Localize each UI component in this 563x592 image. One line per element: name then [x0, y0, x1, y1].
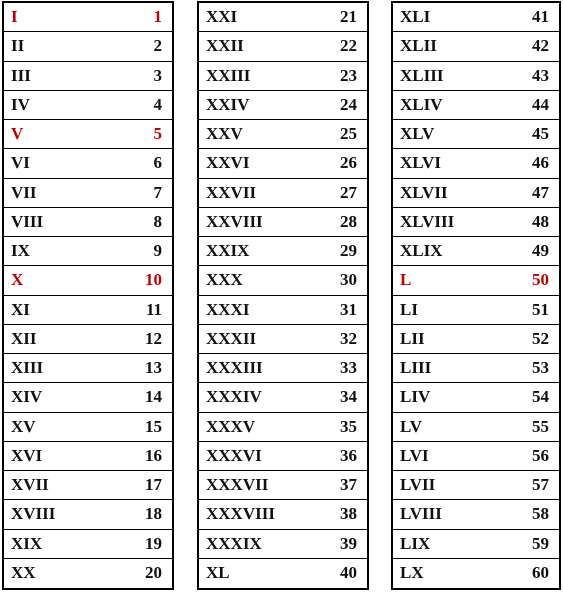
table-row: [199, 120, 367, 149]
table-row: [4, 442, 172, 471]
arabic-number: 34: [340, 387, 357, 407]
arabic-number: 57: [532, 475, 549, 495]
roman-table-21-40: [197, 1, 369, 590]
arabic-number: 37: [340, 475, 357, 495]
roman-numeral: LX: [400, 563, 424, 583]
arabic-number: 27: [340, 182, 357, 202]
roman-numeral: LIX: [400, 533, 431, 553]
arabic-number: 46: [532, 153, 549, 173]
arabic-number: 14: [145, 387, 162, 407]
table-row: [393, 296, 559, 325]
roman-numeral: XXVII: [206, 182, 257, 202]
arabic-number: 29: [340, 241, 357, 261]
table-row: [393, 325, 559, 354]
roman-numeral: XVIII: [11, 504, 56, 524]
roman-numeral: XXII: [206, 36, 244, 56]
roman-numeral: LV: [400, 416, 423, 436]
table-row: [4, 149, 172, 178]
roman-numeral: VI: [11, 153, 30, 173]
arabic-number: 19: [145, 533, 162, 553]
table-row: [199, 413, 367, 442]
arabic-number: 16: [145, 445, 162, 465]
roman-numeral: XL: [206, 563, 230, 583]
roman-table-1-20: [2, 1, 174, 590]
table-row: [199, 237, 367, 266]
arabic-number: 44: [532, 94, 549, 114]
roman-numeral: XXIV: [206, 94, 250, 114]
roman-numeral: XX: [11, 563, 36, 583]
arabic-number: 59: [532, 533, 549, 553]
arabic-number: 33: [340, 358, 357, 378]
roman-numeral: LIII: [400, 358, 432, 378]
table-row: [393, 3, 559, 32]
roman-numeral: XXIX: [206, 241, 250, 261]
arabic-number: 50: [532, 270, 549, 290]
roman-numeral: XXXIII: [206, 358, 263, 378]
roman-numeral: XLIX: [400, 241, 443, 261]
arabic-number: 28: [340, 211, 357, 231]
table-row: [199, 530, 367, 559]
table-row: [199, 3, 367, 32]
table-row: [4, 413, 172, 442]
arabic-number: 26: [340, 153, 357, 173]
arabic-number: 5: [153, 124, 162, 144]
arabic-number: 54: [532, 387, 549, 407]
roman-numeral: XI: [11, 299, 30, 319]
table-row: [4, 559, 172, 588]
table-row: [393, 32, 559, 61]
arabic-number: 23: [340, 65, 357, 85]
arabic-number: 4: [153, 94, 162, 114]
arabic-number: 21: [340, 7, 357, 27]
roman-numeral: XXXV: [206, 416, 256, 436]
roman-numeral: IX: [11, 241, 30, 261]
roman-numeral: XVII: [11, 475, 49, 495]
roman-numeral: XV: [11, 416, 36, 436]
table-row: [199, 208, 367, 237]
arabic-number: 10: [145, 270, 162, 290]
roman-numeral: XXVI: [206, 153, 250, 173]
arabic-number: 48: [532, 211, 549, 231]
roman-table-41-60: [391, 1, 561, 590]
arabic-number: 35: [340, 416, 357, 436]
table-row: [4, 383, 172, 412]
arabic-number: 18: [145, 504, 162, 524]
arabic-number: 55: [532, 416, 549, 436]
table-row: [393, 530, 559, 559]
table-row: [4, 91, 172, 120]
table-row: [393, 383, 559, 412]
table-row: [199, 354, 367, 383]
roman-numeral: LI: [400, 299, 418, 319]
table-row: [199, 559, 367, 588]
arabic-number: 36: [340, 445, 357, 465]
roman-numeral: LVII: [400, 475, 436, 495]
roman-numeral: LVIII: [400, 504, 442, 524]
table-row: [199, 500, 367, 529]
table-row: [199, 296, 367, 325]
roman-numeral: XLI: [400, 7, 431, 27]
table-row: [4, 179, 172, 208]
table-row: [393, 208, 559, 237]
roman-numeral: XLVIII: [400, 211, 455, 231]
table-row: [199, 383, 367, 412]
roman-numeral: L: [400, 270, 412, 290]
arabic-number: 17: [145, 475, 162, 495]
arabic-number: 13: [145, 358, 162, 378]
roman-numeral: VII: [11, 182, 37, 202]
table-row: [4, 500, 172, 529]
table-row: [393, 500, 559, 529]
table-row: [4, 3, 172, 32]
roman-numeral: LII: [400, 328, 425, 348]
roman-numeral: X: [11, 270, 24, 290]
table-row: [4, 296, 172, 325]
table-row: [393, 120, 559, 149]
table-row: [393, 237, 559, 266]
roman-numeral: XXXII: [206, 328, 257, 348]
arabic-number: 30: [340, 270, 357, 290]
roman-numeral: XVI: [11, 445, 43, 465]
roman-numeral: XXXVIII: [206, 504, 275, 524]
table-row: [4, 354, 172, 383]
roman-numeral: XXXVII: [206, 475, 269, 495]
table-row: [199, 266, 367, 295]
roman-numeral: XXIII: [206, 65, 251, 85]
arabic-number: 2: [153, 36, 162, 56]
roman-numeral: XIX: [11, 533, 43, 553]
roman-numeral: II: [11, 36, 25, 56]
table-row: [393, 413, 559, 442]
arabic-number: 40: [340, 563, 357, 583]
table-row: [199, 325, 367, 354]
arabic-number: 20: [145, 563, 162, 583]
arabic-number: 11: [145, 299, 162, 319]
roman-numeral: XLV: [400, 124, 435, 144]
arabic-number: 25: [340, 124, 357, 144]
arabic-number: 49: [532, 241, 549, 261]
arabic-number: 22: [340, 36, 357, 56]
arabic-number: 39: [340, 533, 357, 553]
table-row: [4, 471, 172, 500]
table-row: [4, 237, 172, 266]
table-row: [199, 62, 367, 91]
arabic-number: 60: [532, 563, 549, 583]
arabic-number: 8: [153, 211, 162, 231]
arabic-number: 6: [153, 153, 162, 173]
arabic-number: 41: [532, 7, 549, 27]
arabic-number: 12: [145, 328, 162, 348]
table-row: [4, 325, 172, 354]
roman-numeral: VIII: [11, 211, 44, 231]
roman-numeral: XXI: [206, 7, 238, 27]
roman-numeral: XXXI: [206, 299, 250, 319]
roman-numeral: V: [11, 124, 24, 144]
table-row: [4, 530, 172, 559]
table-row: [199, 179, 367, 208]
table-row: [4, 266, 172, 295]
table-row: [4, 32, 172, 61]
roman-numeral: XLIII: [400, 65, 444, 85]
roman-numeral: XLVII: [400, 182, 448, 202]
roman-numeral: XLII: [400, 36, 437, 56]
table-row: [393, 354, 559, 383]
arabic-number: 38: [340, 504, 357, 524]
table-row: [199, 442, 367, 471]
roman-numeral: XXVIII: [206, 211, 263, 231]
roman-numeral: XII: [11, 328, 37, 348]
roman-numeral: LVI: [400, 445, 429, 465]
roman-numeral: IV: [11, 94, 30, 114]
arabic-number: 51: [532, 299, 549, 319]
roman-numeral: III: [11, 65, 31, 85]
table-row: [199, 471, 367, 500]
arabic-number: 7: [153, 182, 162, 202]
arabic-number: 42: [532, 36, 549, 56]
roman-numeral: XXV: [206, 124, 243, 144]
arabic-number: 56: [532, 445, 549, 465]
roman-numeral: XXXVI: [206, 445, 262, 465]
arabic-number: 15: [145, 416, 162, 436]
roman-numeral: XIV: [11, 387, 43, 407]
arabic-number: 32: [340, 328, 357, 348]
arabic-number: 43: [532, 65, 549, 85]
arabic-number: 1: [153, 7, 162, 27]
table-row: [4, 208, 172, 237]
arabic-number: 31: [340, 299, 357, 319]
arabic-number: 24: [340, 94, 357, 114]
roman-numeral: XXXIX: [206, 533, 262, 553]
table-row: [393, 442, 559, 471]
table-row: [4, 120, 172, 149]
arabic-number: 52: [532, 328, 549, 348]
arabic-number: 58: [532, 504, 549, 524]
roman-numeral: I: [11, 7, 18, 27]
roman-numeral: XXX: [206, 270, 243, 290]
roman-numeral: LIV: [400, 387, 431, 407]
arabic-number: 47: [532, 182, 549, 202]
roman-numeral: XXXIV: [206, 387, 262, 407]
table-row: [393, 471, 559, 500]
roman-numeral: XLVI: [400, 153, 441, 173]
roman-numeral: XLIV: [400, 94, 443, 114]
table-row: [199, 32, 367, 61]
table-row: [393, 91, 559, 120]
table-row: [199, 91, 367, 120]
table-row: [393, 559, 559, 588]
table-row: [199, 149, 367, 178]
table-row: [4, 62, 172, 91]
roman-numeral: XIII: [11, 358, 44, 378]
arabic-number: 9: [153, 241, 162, 261]
arabic-number: 3: [153, 65, 162, 85]
table-row: [393, 62, 559, 91]
arabic-number: 45: [532, 124, 549, 144]
table-row: [393, 179, 559, 208]
arabic-number: 53: [532, 358, 549, 378]
table-row: [393, 149, 559, 178]
table-row: [393, 266, 559, 295]
